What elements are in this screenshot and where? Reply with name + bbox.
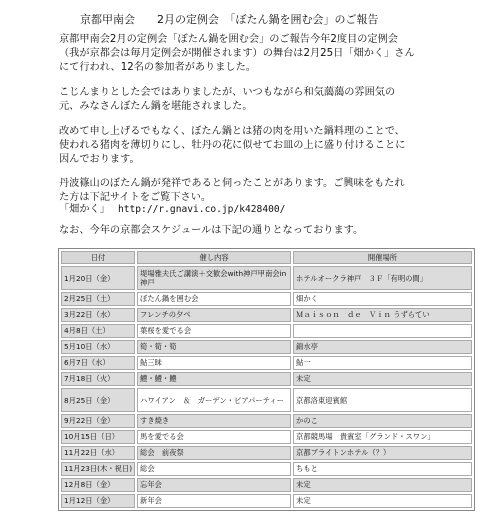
table-header-row <box>61 251 472 264</box>
paragraph-line: 京都甲南会2月の定例会「ぼたん鍋を囲む会」のご報告今年2度目の定例会 <box>59 34 398 45</box>
event-cell: 新年会 <box>137 494 291 508</box>
date-cell: 10月15日（日） <box>61 430 135 444</box>
table-row <box>61 446 472 460</box>
table-header-cell: 開催場所 <box>293 251 472 264</box>
paragraph-line: 因んでおります。 <box>59 154 140 165</box>
date-cell: 9月22日（金） <box>61 414 135 428</box>
venue-cell: 京都ブライトンホテル（？） <box>293 446 472 460</box>
table-row <box>61 356 472 370</box>
date-cell: 11月23日(木・祝日) <box>61 462 135 476</box>
date-cell: 1月20日（金） <box>61 266 135 290</box>
venue-cell: 京都競馬場 貴賓室「グランド・スワン」 <box>293 430 472 444</box>
report-paragraph-3 <box>59 125 479 167</box>
date-cell: 1月12日（金） <box>61 494 135 508</box>
paragraph-line: 元、みなさんぼたん鍋を堪能されました。 <box>59 101 253 112</box>
venue-cell: 鮎一 <box>293 356 472 370</box>
event-cell: フレンチの夕べ <box>137 308 291 322</box>
table-row <box>61 494 472 508</box>
venue-cell: Ｍａｉｓｏｎ ｄｅ Ｖｉｎ うずらてい <box>293 308 472 322</box>
table-row <box>61 388 472 412</box>
report-paragraph-4 <box>59 177 479 205</box>
paragraph-line: こじんまりとした会ではありましたが、いつもながら和気藹藹の雰囲気の <box>59 87 396 98</box>
venue-cell: 錦水亭 <box>293 340 472 354</box>
event-cell: 総会 <box>137 462 291 476</box>
event-cell: 鱧・鱧・鱧 <box>137 372 291 386</box>
event-cell: 総会 前夜祭 <box>137 446 291 460</box>
paragraph-line: にて行われ、12名の参加者がありました。 <box>59 62 256 73</box>
event-cell: 筍・筍・筍 <box>137 340 291 354</box>
paragraph-line: た方は下記サイトをご覧下さい。 <box>59 192 212 203</box>
restaurant-link-label: 「畑かく」 <box>59 204 110 215</box>
table-row <box>61 414 472 428</box>
table-row <box>61 478 472 492</box>
paragraph-line: 丹波篠山のぼたん鍋が発祥であると伺ったことがあります。ご興味をもたれ <box>59 178 405 189</box>
date-cell: 3月22日（水） <box>61 308 135 322</box>
event-cell: 葉桜を愛でる会 <box>137 324 291 338</box>
report-paragraph-2 <box>59 86 479 114</box>
table-row <box>61 372 472 386</box>
event-cell: ぼたん鍋を囲む会 <box>137 292 291 306</box>
schedule-intro: なお、今年の京都会スケジュールは下記の通りとなっております。 <box>59 225 364 236</box>
table-header-cell: 日付 <box>61 251 135 264</box>
venue-cell <box>293 324 472 338</box>
date-cell: 2月25日（土） <box>61 292 135 306</box>
event-cell: ハワイアン ＆ ガーデン・ビアパーティー <box>137 388 291 412</box>
event-cell: 堤場雅夫氏ご講演＋交歓会with神戸甲南会in神戸 <box>137 266 291 290</box>
restaurant-link-url[interactable]: http://r.gnavi.co.jp/k428400/ <box>117 204 286 215</box>
paragraph-line: （我が京都会は毎月定例会が開催されます）の舞台は2月25日「畑かく」さん <box>59 48 415 59</box>
date-cell: 4月8日（土） <box>61 324 135 338</box>
venue-cell: かのこ <box>293 414 472 428</box>
table-row <box>61 266 472 290</box>
table-row <box>61 340 472 354</box>
event-cell: 馬を愛でる会 <box>137 430 291 444</box>
report-paragraph-1 <box>59 33 479 75</box>
venue-cell: 畑かく <box>293 292 472 306</box>
venue-cell: 京都洛東迎賓館 <box>293 388 472 412</box>
paragraph-line: 改めて申し上げるでもなく、ぼたん鍋とは猪の肉を用いた鍋料理のことで、 <box>59 126 405 137</box>
event-cell: すき焼き <box>137 414 291 428</box>
date-cell: 6月7日（水） <box>61 356 135 370</box>
table-row <box>61 308 472 322</box>
table-row <box>61 324 472 338</box>
restaurant-link-line <box>59 203 479 217</box>
table-row <box>61 430 472 444</box>
venue-cell: 未定 <box>293 372 472 386</box>
event-cell: 忘年会 <box>137 478 291 492</box>
venue-cell: 未定 <box>293 494 472 508</box>
table-row <box>61 462 472 476</box>
page-title: 京都甲南会 2月の定例会 「ぼたん鍋を囲む会」のご報告 <box>80 13 379 26</box>
paragraph-line: 使われる猪肉を薄切りにし、牡丹の花に似せてお皿の上に盛り付けることに <box>59 140 406 151</box>
table-header-cell: 催し内容 <box>137 251 291 264</box>
date-cell: 8月25日（金） <box>61 388 135 412</box>
venue-cell: ちもと <box>293 462 472 476</box>
venue-cell: 未定 <box>293 478 472 492</box>
event-cell: 鮎三昧 <box>137 356 291 370</box>
table-row <box>61 292 472 306</box>
schedule-table <box>58 248 475 511</box>
date-cell: 5月10日（水） <box>61 340 135 354</box>
date-cell: 7月18日（火） <box>61 372 135 386</box>
date-cell: 12月8日（金） <box>61 478 135 492</box>
date-cell: 11月22日（水） <box>61 446 135 460</box>
venue-cell: ホテルオークラ神戸 ３Ｆ「有明の間」 <box>293 266 472 290</box>
